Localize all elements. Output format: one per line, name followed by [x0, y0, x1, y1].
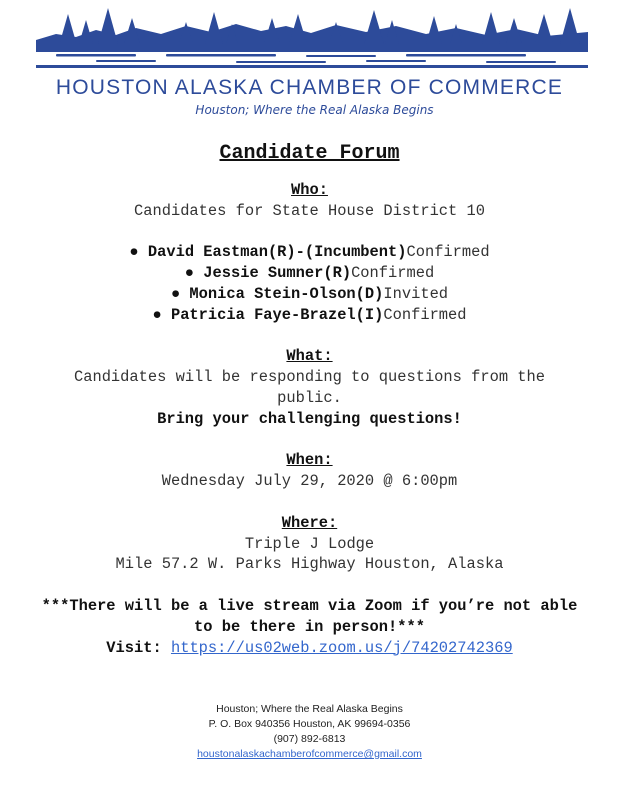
- candidate-item: ● Patricia Faye-Brazel(I)Confirmed: [152, 305, 467, 324]
- where-heading: Where:: [281, 513, 338, 532]
- zoom-link[interactable]: https://us02web.zoom.us/j/74202742369: [170, 638, 513, 657]
- when-heading: When:: [286, 451, 333, 470]
- footer-phone: (907) 892-6813: [273, 733, 346, 745]
- what-text: Candidates will be responding to questions from the public.: [73, 368, 546, 407]
- visit-label: Visit:: [106, 638, 162, 657]
- flyer-title: Candidate Forum: [219, 142, 400, 165]
- what-heading: What:: [286, 347, 333, 366]
- flyer-body: [0, 142, 619, 658]
- candidate-item: ● Jessie Sumner(R)Confirmed: [184, 264, 435, 283]
- where-address: Mile 57.2 W. Parks Highway Houston, Alaska: [115, 555, 504, 574]
- candidate-name: David Eastman(R)-(Incumbent): [147, 243, 407, 262]
- candidate-item: ● David Eastman(R)-(Incumbent)Confirmed: [129, 243, 490, 262]
- livestream-visit: [0, 638, 619, 659]
- footer-email-link[interactable]: houstonalaskachamberofcommerce@gmail.com: [197, 748, 422, 760]
- who-heading: Who:: [291, 181, 328, 199]
- candidate-item: ● Monica Stein-Olson(D)Invited: [170, 284, 449, 303]
- organization-tagline: Houston; Where the Real Alaska Begins: [195, 103, 434, 117]
- mountain-tree-banner: [36, 4, 588, 68]
- candidate-status: Confirmed: [406, 243, 490, 262]
- where-venue: Triple J Lodge: [244, 534, 375, 553]
- candidate-name: Patricia Faye-Brazel(I): [170, 305, 384, 324]
- who-text: Candidates for State House District 10: [134, 201, 485, 220]
- footer-address: P. O. Box 940356 Houston, AK 99694-0356: [208, 718, 411, 730]
- footer: [0, 702, 619, 762]
- candidate-status: Invited: [383, 284, 449, 303]
- candidate-name: Monica Stein-Olson(D): [189, 284, 384, 303]
- candidate-status: Confirmed: [383, 305, 467, 324]
- candidate-status: Confirmed: [351, 264, 435, 283]
- footer-tagline: Houston; Where the Real Alaska Begins: [216, 703, 403, 715]
- when-text: Wednesday July 29, 2020 @ 6:00pm: [161, 472, 458, 491]
- what-emphasis: Bring your challenging questions!: [157, 409, 462, 428]
- candidate-name: Jessie Sumner(R): [203, 264, 352, 283]
- organization-name: HOUSTON ALASKA CHAMBER OF COMMERCE: [55, 76, 564, 99]
- livestream-notice: ***There will be a live stream via Zoom if you’re not able to be there in person!***: [41, 596, 578, 636]
